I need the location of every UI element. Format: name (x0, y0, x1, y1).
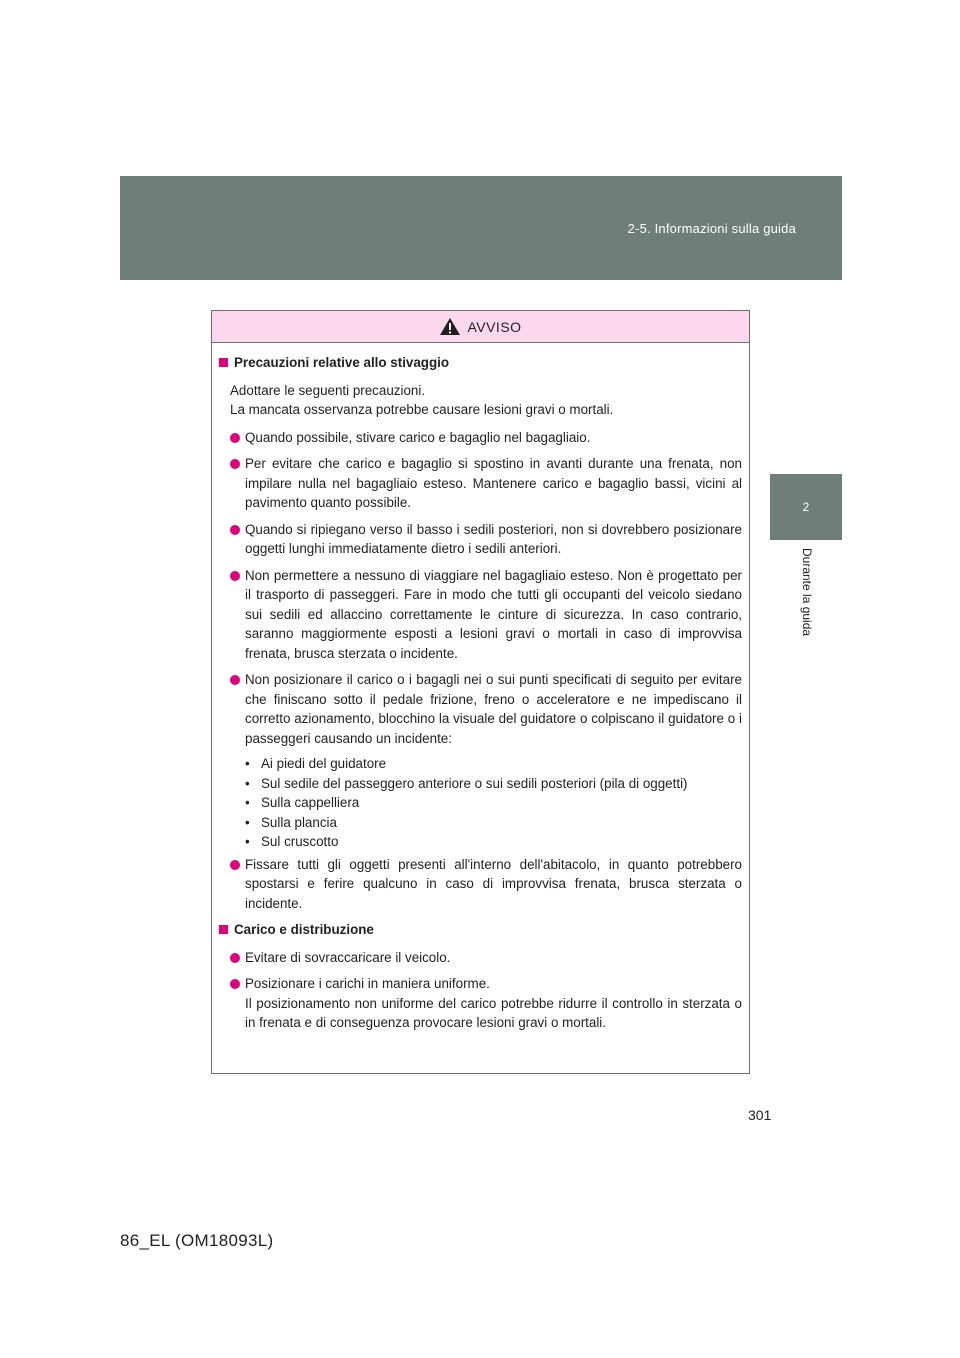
section-heading-storage (219, 353, 742, 373)
chapter-number: 2 (802, 500, 810, 514)
dot-bullet-icon (230, 433, 240, 443)
list-item-text: Evitare di sovraccaricare il veicolo. (245, 949, 451, 965)
sub-list-item (245, 793, 742, 813)
sub-list (245, 754, 742, 852)
dot-bullet-icon (230, 953, 240, 963)
square-bullet-icon (219, 358, 228, 367)
warning-body (212, 343, 749, 1033)
warning-box (211, 310, 750, 1074)
sub-list-text: Sulla plancia (261, 814, 337, 830)
dot-bullet-icon (230, 675, 240, 685)
section-heading-text: Carico e distribuzione (234, 922, 374, 937)
sub-bullet: • (245, 756, 250, 771)
list-item-text (245, 974, 742, 1033)
dot-bullet-icon (230, 525, 240, 535)
list-item-text: Quando possibile, stivare carico e bagaglio nel bagagliaio. (245, 429, 591, 445)
dot-bullet-icon (230, 979, 240, 989)
sub-list-text: Sul cruscotto (261, 834, 339, 849)
list-item (230, 974, 742, 1033)
sub-bullet: • (245, 834, 250, 849)
warning-header (212, 311, 749, 343)
sub-list-item (245, 832, 742, 852)
list-item-text: Non permettere a nessuno di viaggiare nel bagagliaio esteso. Non è progettato per il trasporto di passeggeri. Fare in modo che tutti gli occupanti del veicolo siedano sui sedili ed allaccino correttamente le cinture di sicurezza. In caso contrario, saranno maggiormente esposti a lesioni gravi o mortali in caso di improvvisa frenata, brusca sterzata o incidente. (245, 567, 742, 661)
sub-list-item (245, 754, 742, 774)
list-item-line: Posizionare i carichi in maniera uniforme. (245, 976, 490, 991)
square-bullet-icon (219, 925, 228, 934)
list-item-text: Non posizionare il carico o i bagagli nei o sui punti specificati di seguito per evitare che finiscano sotto il pedale frizione, freno o acceleratore e ne impediscano il corretto azionamento, blocchino la visuale del guidatore o colpiscano il guidatore o i passeggeri causando un incidente: (245, 672, 742, 746)
sub-bullet: • (245, 814, 250, 830)
list-item (230, 454, 742, 513)
list-item-text: Quando si ripiegano verso il basso i sedili posteriori, non si dovrebbero posizionare oggetti lunghi immediatamente dietro i sedili anteriori. (245, 521, 742, 556)
intro-text (230, 381, 742, 420)
section-heading-text: Precauzioni relative allo stivaggio (234, 355, 450, 370)
intro-line: Adottare le seguenti precauzioni. (230, 382, 426, 398)
header-band (120, 176, 842, 280)
list-item-text: Per evitare che carico e bagaglio si spostino in avanti durante una frenata, non impilare nulla nel bagagliaio esteso. Mantenere carico e bagaglio bassi, vicini al pavimento quanto possibile. (245, 456, 742, 510)
sub-list-text: Sul sedile del passeggero anteriore o sui sedili posteriori (pila di oggetti) (261, 775, 688, 791)
list-item (230, 566, 742, 664)
sub-list-item (245, 813, 742, 833)
dot-bullet-icon (230, 860, 240, 870)
warning-title: AVVISO (467, 318, 522, 335)
section-title: 2-5. Informazioni sulla guida (627, 221, 796, 236)
sub-bullet: • (245, 795, 250, 810)
intro-line: La mancata osservanza potrebbe causare lesioni gravi o mortali. (230, 402, 614, 417)
dot-bullet-icon (230, 459, 240, 469)
list-item (230, 428, 742, 448)
section-heading-load (219, 920, 742, 940)
list-item-line: Il posizionamento non uniforme del carico potrebbe ridurre il controllo in sterzata o in frenata e di conseguenza provocare lesioni gravi o mortali. (245, 995, 742, 1030)
list-item-text: Fissare tutti gli oggetti presenti all'interno dell'abitacolo, in quanto potrebbero spostarsi e ferire qualcuno in caso di improvvisa frenata, brusca sterzata o incidente. (245, 856, 742, 911)
document-code: 86_EL (OM18093L) (120, 1231, 274, 1250)
list-item (230, 948, 742, 968)
list-item (230, 670, 742, 748)
page-number: 301 (748, 1107, 772, 1123)
sub-list-item (245, 774, 742, 794)
list-item (230, 520, 742, 559)
sub-list-text: Sulla cappelliera (261, 795, 360, 810)
chapter-label: Durante la guida (800, 548, 814, 637)
sub-bullet: • (245, 775, 250, 791)
warning-triangle-icon (439, 317, 461, 336)
list-item (230, 855, 742, 914)
dot-bullet-icon (230, 571, 240, 581)
chapter-tab (770, 474, 842, 540)
sub-list-text: Ai piedi del guidatore (261, 756, 387, 771)
